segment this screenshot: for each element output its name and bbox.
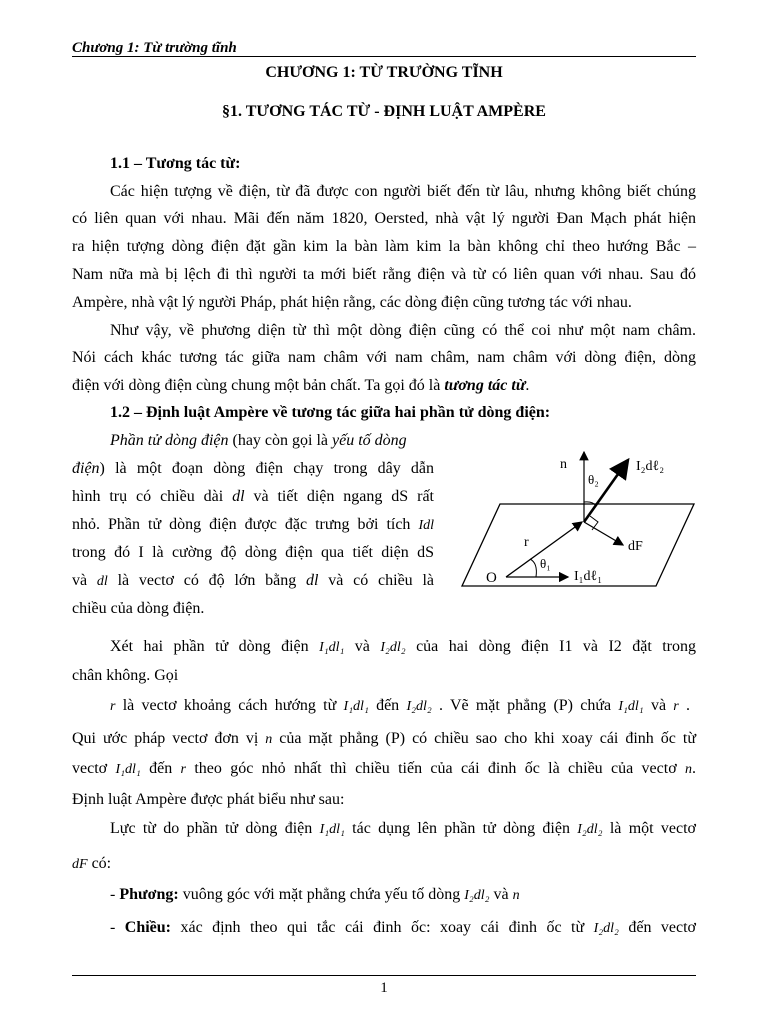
vector-df (584, 522, 623, 545)
paragraph-line: - Chiều: xác định theo qui tắc cái đinh ốc: xoay cái đinh ốc từ I₂dl₂ đến vectơ (110, 919, 697, 936)
heading-1-2: 1.2 – Định luật Ampère về tương tác giữa hai phần tử dòng điện: (110, 404, 551, 421)
angle-theta1-arc (530, 559, 536, 577)
ampere-figure (456, 446, 706, 596)
paragraph-line: Nam nữa mà bị lệch đi thì người ta mới biết rằng điện và từ có liên quan với nhau. Sau đó (72, 266, 696, 283)
label-theta2: θ₂ (588, 472, 599, 487)
paragraph-line: - Phương: vuông góc với mặt phẳng chứa yếu tố dòng I₂dl₂ và n (110, 886, 520, 903)
paragraph-line: dF có: (72, 855, 112, 872)
section-title: §1. TƯƠNG TÁC TỪ - ĐỊNH LUẬT AMPÈRE (222, 103, 546, 120)
paragraph-line: r là vectơ khoảng cách hướng từ I₁dl₁ đến I₂dl₂ . Vẽ mặt phẳng (P) chứa I₁dl₁ và r . (110, 697, 691, 714)
paragraph-line: hình trụ có chiều dài dl và tiết diện ngang dS rất (72, 488, 434, 505)
paragraph-line: Ampère, nhà vật lý người Pháp, phát hiện rằng, các dòng điện cũng tương tác với nhau. (72, 294, 632, 311)
paragraph-line: Nói cách khác tương tác giữa nam châm với nam châm, nam châm với dòng điện, dòng (72, 349, 696, 366)
paragraph-line: Lực từ do phần tử dòng điện I₁dl₁ tác dụng lên phần tử dòng điện I₂dl₂ là một vectơ (110, 820, 697, 837)
term-magnetic-interaction: tương tác từ (444, 377, 526, 394)
text: . (525, 377, 530, 394)
paragraph-line: điện) là một đoạn dòng điện chạy trong dây dẫn (72, 460, 434, 477)
label-i1dl1: I₁dℓ₁ (574, 569, 603, 584)
right-angle-mark (590, 516, 598, 530)
paragraph-line: Phần tử dòng điện (hay còn gọi là yếu tố dòng (110, 432, 407, 449)
paragraph-line: trong đó I là cường độ dòng điện qua tiết diện dS (72, 544, 434, 561)
paragraph-line: ra hiện tượng dòng điện đặt gần kim la bàn làm kim la bàn không chỉ theo hướng Bắc – (72, 238, 696, 255)
paragraph-line: vectơ I₁dl₁ đến r theo góc nhỏ nhất thì chiều tiến của cái đinh ốc là chiều của vectơ n. (72, 760, 696, 777)
paragraph-line: Xét hai phần tử dòng điện I₁dl₁ và I₂dl₂ của hai dòng điện I1 và I2 đặt trong (110, 638, 696, 655)
label-n: n (560, 457, 567, 472)
label-theta1: θ₁ (540, 556, 551, 571)
paragraph-line: Như vậy, về phương diện từ thì một dòng điện cũng có thể coi như một nam châm. (110, 322, 696, 339)
header-rule (72, 56, 696, 57)
footer-rule (72, 975, 696, 976)
running-header: Chương 1: Từ trường tĩnh (72, 40, 237, 56)
paragraph-line: chân không. Gọi (72, 667, 179, 684)
paragraph-line: Các hiện tượng về điện, từ đã được con người biết đến từ lâu, nhưng không biết chúng (110, 183, 696, 200)
label-i2dl2: I₂dℓ₂ (636, 459, 665, 474)
label-r: r (524, 535, 529, 550)
paragraph-line: nhỏ. Phần tử dòng điện được đặc trưng bởi tích Idl (72, 516, 434, 533)
text: điện với dòng điện cùng chung một bản chất. Ta gọi đó là (72, 377, 445, 394)
paragraph-line: Định luật Ampère được phát biểu như sau: (72, 791, 345, 808)
paragraph-line (72, 377, 529, 395)
vector-i2dl2 (584, 460, 628, 522)
label-df: dF (628, 539, 643, 554)
paragraph-line: và dl là vectơ có độ lớn bằng dl và có chiều là (72, 572, 434, 589)
paragraph-line: Qui ước pháp vectơ đơn vị n của mặt phẳng (P) có chiều sao cho khi xoay cái đinh ốc từ (72, 730, 696, 747)
paragraph-line: chiều của dòng điện. (72, 600, 205, 617)
label-o: O (486, 570, 497, 586)
paragraph-line: có liên quan với nhau. Mãi đến năm 1820, Oersted, nhà vật lý người Đan Mạch phát hiện (72, 210, 696, 227)
heading-1-1: 1.1 – Tương tác từ: (110, 155, 241, 172)
chapter-title: CHƯƠNG 1: TỪ TRƯỜNG TĨNH (265, 64, 503, 81)
page-number: 1 (380, 980, 388, 996)
